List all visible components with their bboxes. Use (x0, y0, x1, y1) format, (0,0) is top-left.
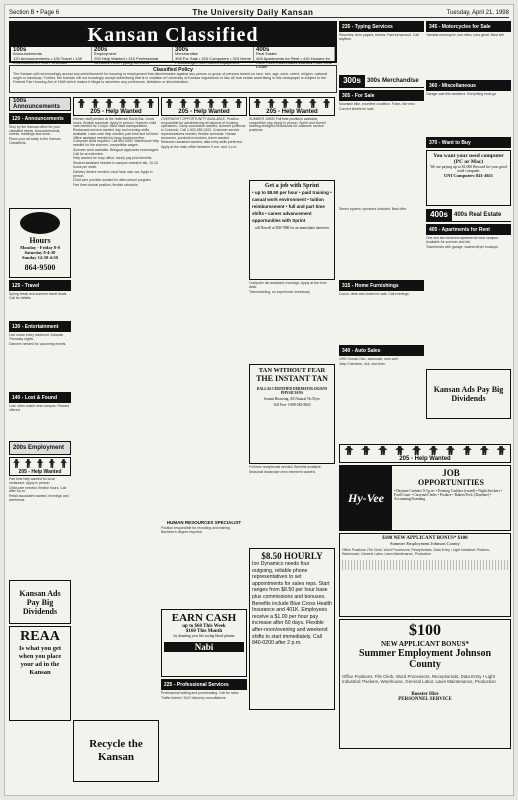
entertainment-text: Live music every weekend. Karaoke Thursday nights. Dancers needed for upcoming events. (9, 333, 67, 346)
column-4 (249, 95, 335, 793)
col5-right-mid (426, 208, 511, 442)
col4-more-listings: Computer lab assistant, evenings. Apply at the front desk. Telemarketing, no experience necessary. (249, 281, 327, 294)
hours-sunday: Sunday 12:30-4:30 (22, 255, 58, 260)
section-page: Section B • Page 6 (9, 9, 60, 16)
header-140: 140 - Lost & Found (9, 392, 71, 403)
job-list: • Daytime Cashiers 9-3 p.m. • Evening Cashiers (varied) • Night Stockers • Food Court • Carryout/Clerks • Produce • Bakers/Tech. (Daytime) • Accounting/Scanning (394, 489, 503, 501)
announcements-text: Stop by the Kansan office for your classified needs. Announcements, events, meetings and more. Place your ad today in the Kansan Classifieds. (9, 125, 61, 145)
index-100s: 100s Announcements 120 Announcements • 125 Travel • 130 Entertainment • 135 Personals (11, 47, 92, 61)
header-130: 130 - Entertainment (9, 321, 71, 332)
col2-listings: Kitchen staff position at the Hallmark Sushi Bar. Great hours, flexible schedule. Apply in person. Summer child care needed for 2 boys. Must have transportation. Restaurant servers wanted, day and evening shifts available. Lawn care help needed, part time and full time. Office assistant needed for busy downtown firm. Computer skills required. Call 864-5300. Warehouse help needed for the summer, competitive wages. Summer work available. Bilingual applicants encouraged. Call for an interview. Help wanted for busy office, hourly pay plus benefits. Student assistant needed in campus research lab, 10-15 hours per week. Delivery drivers needed, must have own car. Apply in person. Child care provider wanted for after-school program. Part time clerical position, flexible schedule. (73, 117, 160, 188)
real-estate-badge: 400s (426, 209, 452, 221)
bonus-small-list: Office Positions: File Clerk, Word Processors, Receptionists, Data Entry • Light Industrial: Packers, Warehouse, General Labor, Lawn Maintenance, Production (342, 548, 490, 556)
header-305: 305 - For Sale (339, 90, 424, 101)
hr-specialist-text: Position responsible for recruiting and training. Bachelor's degree required. (161, 526, 231, 534)
computer-reward: We are paying up to $1,000 Reward for your good used computer (430, 165, 507, 173)
recycle-promo: Recycle the Kansan (73, 720, 159, 782)
job-title: JOB (442, 468, 460, 478)
hours-weekday: Monday - Friday 8-8 (20, 245, 60, 250)
col1-help-wanted-text: Part time help wanted for local restaurant. Apply in person. Child care needed, flexible hours. Call after 5 p.m. Retail associates wanted, evenings and weekends. (9, 477, 69, 502)
help-wanted-label: 205 - Help Wanted (178, 109, 230, 115)
header-370: 370 - Want to Buy (426, 137, 511, 148)
help-wanted-banner-4 (249, 97, 335, 116)
classified-page (4, 4, 514, 796)
figures-icon (340, 445, 510, 456)
figures-icon (162, 98, 246, 109)
sprint-ad (249, 180, 335, 280)
tan-doctors: DALLAS CERTIFIED DERMATOLOGISTS PHYSICIANS (256, 387, 328, 395)
col5-left-top (339, 21, 424, 208)
tan-desc: Instant Bronzing, All Natural No Dyes (264, 397, 320, 401)
bonus-ad-small (339, 533, 511, 617)
header-345: 345 - Motorcycles for Sale (426, 21, 511, 32)
figures-icon (74, 98, 158, 109)
page-title: Kansan Classified (11, 23, 335, 47)
motorcycle-text: Yamaha motorcycle, low miles, runs great. Must sell. (426, 33, 505, 37)
booster-label: Booster Hire (411, 692, 439, 697)
header-405: 405 - Apartments for Rent (426, 224, 511, 235)
hyvee-ad (339, 465, 511, 531)
tan-title: TAN WITHOUT FEAR (258, 367, 326, 374)
policy-text: The Kansan will not knowingly accept any advertisement for housing or employment that discriminates against any person or group of persons based on race, sex, age, color, creed, religion, national origin or handicap. Further, the Kansan will not knowingly accept advertising that is in violation of University of Kansas regulations or law. All real estate advertising in this newspaper is subject to the Federal Fair Housing Act of 1968 which makes it illegal to advertise any preference, limitation or discrimination. (13, 72, 328, 84)
section-employment: 200s Employment (9, 441, 71, 455)
ion-text: Ion Dynamics needs four outgoing, reliable phone representatives to set appointments for sales reps. Start ranges from $8.50 per hour base plus commissions and bonuses. Benefits include Blue Cross Health Insurance and 401K. Employees receive a $1.00 per hour pay increase after 60 days. Flexible after-noon/evening and weekend shifts to start immediately. Call 840-0200 after 2 p.m. (252, 561, 332, 647)
hours-title: Hours (29, 236, 51, 245)
tan-phone: Toll Free 1-888-282-8602 (273, 403, 311, 407)
sprint-benefits: • up to $8.50 per hour • paid training • casual work environment • tuition reimbursement • full and part time shifts • career advancement opportunities with Sprint (252, 190, 332, 223)
help-wanted-label: 205 - Help Wanted (266, 109, 318, 115)
section-announcements: 100s Announcements (9, 97, 71, 111)
reaa-promo (9, 626, 71, 721)
lost-found-text: Lost: silver watch near campus. Reward offered. (9, 404, 70, 412)
col5-right-top (426, 21, 511, 208)
policy-title: Classified Policy (153, 67, 193, 73)
personnel-service: PERSONNEL SERVICE (398, 697, 452, 702)
earn-cash-note: by donating your life saving blood plasma (173, 634, 235, 638)
computer-wanted-ad (426, 150, 511, 206)
header-120: 120 - Announcements (9, 113, 71, 124)
nabi-logo: Nabi (164, 642, 244, 652)
for-sale-text-2: Stereo system, speakers included. Best offer. (339, 207, 407, 211)
help-wanted-label: 205 - Help Wanted (90, 109, 142, 115)
column-3 (161, 95, 247, 793)
tan-ad (249, 364, 335, 464)
bonus-amount: $100 (409, 622, 441, 639)
header-360: 360 - Miscellaneous (426, 80, 511, 91)
index-400s: 400s Real Estate 405 Apartments for Rent • 410 Houses for Rent • 415 Roommates Wanted • 440 Real Estate (254, 47, 335, 61)
plasma-ad (161, 609, 247, 677)
header-125: 125 - Travel (9, 280, 71, 291)
index-300s: 300s Merchandise 305 For Sale • 310 Computers • 315 Home Furnishings • 320 Stereo Equipment (173, 47, 254, 61)
earn-cash-title: EARN CASH (171, 612, 237, 624)
bonus-label: NEW APPLICANT BONUS* (380, 640, 470, 648)
col3-listings: OVERNIGHT OPPORTUNITY AVAILABLE. Position responsible for administering all aspects of housing operations. Camp counselors wanted, summer positions in Colorado. Call 1-800-555-0100. Customer service representatives needed, flexible schedule. Human resources, production workers, tutors wanted. Research assistant wanted, data entry skills preferred. Apply at the main office between 9 a.m. and 4 p.m. (161, 117, 246, 150)
typing-text: Resumes, term papers, theses. Fast turnaround. Call anytime. (339, 33, 419, 41)
bonus-small-title: $100 NEW APPLICANT BONUS* $100 (382, 536, 468, 541)
apartments-text: One and two bedroom apartments near campus. Available for summer and fall. Townhomes with garage, washer/dryer hookups. (426, 236, 499, 249)
figures-icon (250, 98, 334, 109)
header-235: 235 - Typing Services (339, 21, 424, 32)
computer-contact: UNI Computers 841-4611 (444, 173, 493, 178)
misc-text: Garage sale this weekend. Everything must go. (426, 92, 498, 96)
earn-cash-month: $160 This Month (185, 629, 223, 634)
col5-left-mid (339, 208, 424, 442)
furnishings-text: Couch, desk and chairs for sale. Call evenings. (339, 292, 410, 296)
column-1 (9, 95, 71, 793)
ion-title: $8.50 HOURLY (261, 551, 323, 561)
help-wanted-banner-1 (9, 457, 71, 476)
ion-dynamics-ad (249, 548, 335, 710)
booster-logo (342, 560, 508, 570)
reaa-text: Is what you get when you place your ad in the Kansan (18, 645, 62, 676)
header-340: 340 - Auto Sales (339, 345, 424, 356)
help-wanted-banner-3 (161, 97, 247, 116)
auto-text: 1990 Honda Civic, automatic, runs well. Jeep Cherokee, 4x4, new tires. (339, 357, 399, 366)
figures-icon (10, 458, 70, 469)
col4-listings: SUMMER JOBS! Full time positions available, competitive pay. Apply in person. Sprint and Norrell seeking energetic individuals for customer service positions. (249, 117, 326, 133)
hyvee-logo: Hy-Vee (340, 466, 392, 530)
section-real-estate: 400s 400s Real Estate (426, 208, 511, 222)
header-315: 315 - Home Furnishings (339, 280, 424, 291)
issue-date: Tuesday, April 21, 1998 (446, 9, 509, 16)
hours-saturday: Saturday 8-4:30 (24, 250, 56, 255)
tan-product: THE INSTANT TAN (256, 374, 328, 383)
col4-listings-3: Full time receptionist needed. Benefits available. Seasonal landscape crew members wanted. (249, 465, 322, 474)
running-header (9, 8, 509, 18)
kansan-ads-promo: Kansan Ads Pay Big Dividends (9, 580, 71, 624)
index-200s: 200s Employment 205 Help Wanted • 210 Professional Services • 215 Typing Services (92, 47, 173, 61)
sprint-title: Get a job with Sprint (264, 183, 320, 189)
column-5 (339, 21, 511, 793)
job-subtitle: OPPORTUNITIES (418, 478, 484, 487)
section-merchandise: 300s 300s Merchandise (339, 74, 424, 88)
bonus-list: Office Positions: File Clerk, Word Processors, Receptionists, Data Entry • Light Industrial: Packers, Warehouse, General Labor, Lawn Maintenance, Production (342, 674, 496, 684)
bonus-small-sub: Summer Employment Johnson County (390, 541, 460, 546)
bonus-ad-large (339, 619, 511, 749)
hr-specialist-heading: HUMAN RESOURCES SPECIALIST (166, 520, 242, 525)
help-wanted-label: 205 - Help Wanted (399, 456, 451, 462)
help-wanted-banner-2 (73, 97, 159, 116)
sprint-call: call Norrell at 838-7888 for an immediate interview (254, 226, 330, 230)
phone-number: 864-9500 (24, 263, 56, 272)
classified-policy (9, 65, 337, 93)
earn-cash-week: up to $60 This Week (182, 624, 226, 629)
logo-icon (20, 212, 60, 234)
header-225: 225 - Professional Services (161, 679, 247, 690)
help-wanted-banner-5 (339, 444, 511, 463)
professional-services-text: Professional editing and proofreading. Call for rates. Traffic tickets? DUI? Attorney consultations. (161, 691, 240, 700)
merchandise-badge: 300s (339, 75, 365, 87)
computer-title: You want your used computer (PC or Mac) (433, 153, 504, 165)
reaa-title: REAA (20, 629, 60, 644)
for-sale-text: Mountain bike, excellent condition. Futon, like new. Concert tickets for sale. (339, 102, 416, 111)
paper-name: The University Daily Kansan (192, 8, 314, 17)
kansan-ads-promo-2: Kansan Ads Pay Big Dividends (426, 369, 511, 419)
help-wanted-label: 205 - Help Wanted (18, 469, 62, 475)
bonus-title: Summer Employment Johnson County (358, 648, 492, 670)
hours-box (9, 208, 71, 278)
travel-text: Spring break and summer travel deals. Call for details. (9, 292, 68, 300)
column-2 (73, 95, 159, 793)
